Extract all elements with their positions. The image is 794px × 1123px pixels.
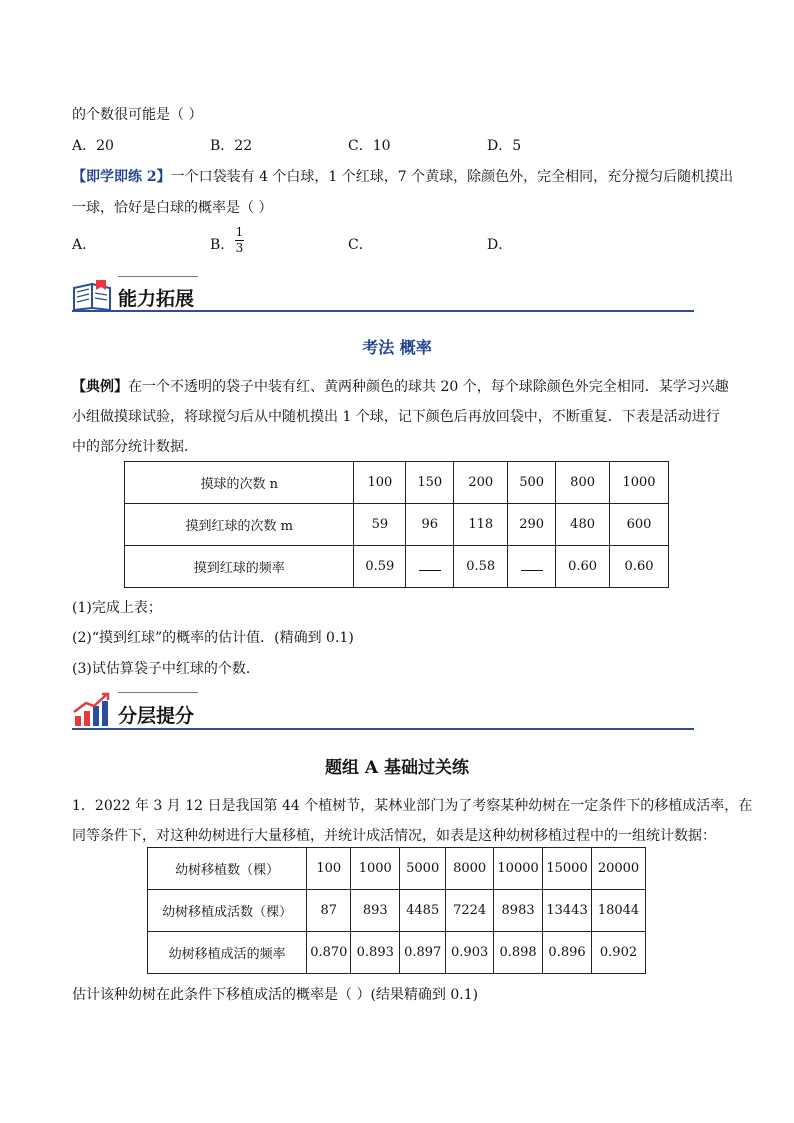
table-cell: 893 [351,890,400,932]
option-d: D．5 [487,138,522,154]
table-cell: 100 [307,848,351,890]
table-cell: 480 [556,504,610,546]
practice2-text1: 一个口袋装有 4 个白球，1 个红球，7 个黄球，除颜色外，完全相同，充分搅匀后随机摸出 [170,169,734,185]
fraction-numerator: 1 [235,225,244,239]
table-cell: 100 [354,462,406,504]
table-cell: 0.898 [494,932,543,974]
table-cell: 13443 [543,890,592,932]
example-tag: 【典例】 [72,379,128,395]
banner-underline [72,310,694,312]
table-row [148,890,646,932]
p2-option-d: D． [487,237,513,253]
option-b: B．22 [210,138,253,154]
example-q3: (3)试估算袋子中红球的个数． [72,661,260,677]
bar-chart-icon [72,692,112,728]
table-cell: 1000 [610,462,669,504]
blank-cell [406,546,454,588]
table-row [148,932,646,974]
section-title-ability: 能力拓展 [118,288,195,310]
table-cell: 0.59 [354,546,406,588]
q1-line1: 1．2022 年 3 月 12 日是我国第 44 个植树节，某林业部门为了考察某种幼树在一定条件下的移植成活率，在 [72,798,753,814]
blank-cell [508,546,556,588]
table-cell: 200 [454,462,508,504]
table-cell: 150 [406,462,454,504]
table-cell: 5000 [400,848,446,890]
example-line3: 中的部分统计数据． [72,439,198,455]
row-label: 摸到红球的次数 m [125,504,354,546]
table-cell: 0.60 [556,546,610,588]
banner-top-rule [118,692,198,693]
option-a: A．20 [72,138,114,154]
table-cell: 0.870 [307,932,351,974]
example-q2: (2)“摸到红球”的概率的估计值．(精确到 0.1) [72,630,354,646]
table-row [125,546,669,588]
section-title-layered: 分层提分 [118,705,195,727]
table-cell: 600 [610,504,669,546]
table-cell: 4485 [400,890,446,932]
option-c: C．10 [348,138,391,154]
table-cell: 1000 [351,848,400,890]
row-label: 幼树移植成活数（棵） [148,890,307,932]
table-cell: 8983 [494,890,543,932]
example-line1 [72,376,729,396]
p2-option-a: A． [72,237,97,253]
table-cell: 290 [508,504,556,546]
table-cell: 0.903 [446,932,494,974]
table-cell: 0.897 [400,932,446,974]
book-icon [72,278,114,312]
table-cell: 18044 [592,890,646,932]
table-cell: 0.58 [454,546,508,588]
fraction-denominator: 3 [235,241,244,255]
table-cell: 10000 [494,848,543,890]
table-cell: 8000 [446,848,494,890]
table-cell: 96 [406,504,454,546]
row-label: 摸球的次数 n [125,462,354,504]
q1-line2: 同等条件下，对这种幼树进行大量移植，并统计成活情况，如表是这种幼树移植过程中的一组统计数据： [72,828,716,844]
table-cell: 87 [307,890,351,932]
table-cell: 0.896 [543,932,592,974]
banner-underline [72,728,694,730]
table-row [125,504,669,546]
banner-top-rule [118,276,198,277]
fraction-one-third [235,226,244,255]
table-cell: 0.893 [351,932,400,974]
group-a-title: 题组 A 基础过关练 [324,758,470,778]
practice2-tag: 【即学即练 2】 [72,169,171,185]
example-q1: (1)完成上表； [72,600,162,616]
table-cell: 118 [454,504,508,546]
seedling-table [147,847,646,974]
table-cell: 0.60 [610,546,669,588]
table-cell: 7224 [446,890,494,932]
p2-option-b: B． [210,237,235,253]
table-cell: 20000 [592,848,646,890]
table-cell: 500 [508,462,556,504]
row-label: 摸到红球的频率 [125,546,354,588]
p2-option-c: C． [348,237,373,253]
practice2-line1 [72,166,733,186]
method-title: 考法 概率 [362,338,432,357]
table-cell: 800 [556,462,610,504]
table-row [125,462,669,504]
table-cell: 59 [354,504,406,546]
example-line2: 小组做摸球试验，将球搅匀后从中随机摸出 1 个球，记下颜色后再放回袋中，不断重复．下表是活动进行 [72,409,720,425]
example-table [124,461,669,588]
table-row [148,848,646,890]
table-cell: 0.902 [592,932,646,974]
example-text1: 在一个不透明的袋子中装有红、黄两种颜色的球共 20 个，每个球除颜色外完全相同．某学习兴趣 [128,379,729,395]
row-label: 幼树移植数（棵） [148,848,307,890]
practice2-line2: 一球，恰好是白球的概率是（ ） [72,200,273,216]
q1-ask: 估计该种幼树在此条件下移植成活的概率是（ ）(结果精确到 0.1) [72,987,479,1003]
prev-question-tail: 的个数很可能是（ ） [72,107,203,123]
row-label: 幼树移植成活的频率 [148,932,307,974]
table-cell: 15000 [543,848,592,890]
